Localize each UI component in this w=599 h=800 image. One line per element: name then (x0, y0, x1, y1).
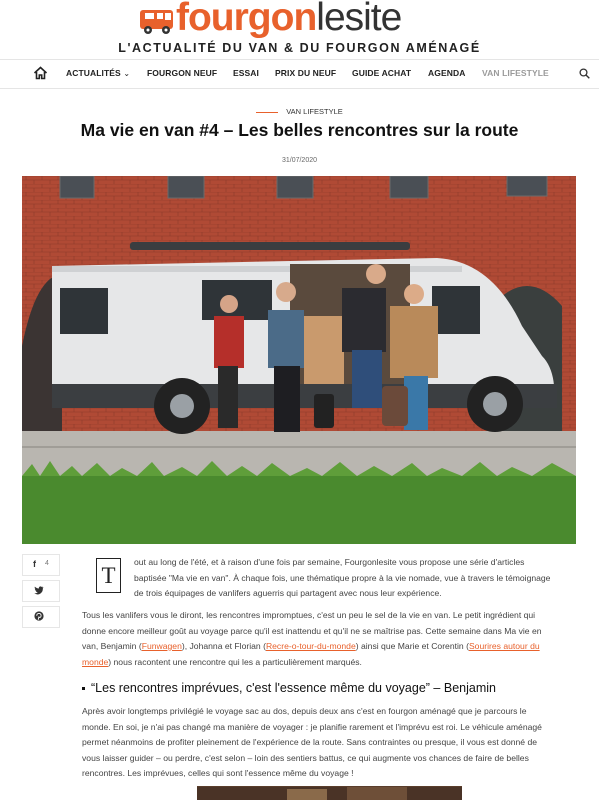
van-logo-icon[interactable] (137, 4, 175, 36)
heading-bullet (82, 687, 85, 690)
paragraph-line: Après avoir longtemps privilégié le voyage sac au dos, depuis deux ans c'est en fourgon aménagé que je parcours le (82, 706, 527, 716)
pinterest-icon (34, 611, 44, 621)
logo-part1: fourgon (176, 0, 317, 39)
site-header (0, 0, 599, 58)
dropcap: T (96, 558, 121, 593)
twitter-icon (34, 586, 44, 595)
text: ), Johanna et Florian ( (181, 641, 266, 651)
article-category[interactable] (0, 107, 599, 116)
home-icon[interactable] (33, 66, 48, 80)
nav-label: ACTUALITÉS (66, 68, 121, 78)
category-divider (256, 112, 278, 113)
paragraph-line (82, 639, 587, 655)
sourires-autour-du-monde-link[interactable]: monde (82, 656, 109, 667)
nav-item-van-lifestyle[interactable]: VAN LIFESTYLE (482, 68, 549, 78)
paragraph-line: vous laisser guider – ou perdre, c'est selon – loin des sentiers battus, ce qui augmente vos chances de faire de belles (82, 752, 529, 763)
paragraph-line: monde. En soi, je n'ai pas changé ma manière de voyager : je planifie rarement et l'imprévu est roi. Le véhicule aménagé (82, 721, 542, 732)
facebook-share-button[interactable] (22, 554, 60, 576)
intro-line: de trois équipages de vanlifers aguerris qui partagent avec nous leur expérience. (134, 588, 442, 598)
nav-item-fourgon-neuf[interactable]: FOURGON NEUF (147, 68, 218, 78)
article-image-graphic (197, 787, 462, 800)
paragraph-line: permet néanmoins de profiter pleinement de l'expérience de la route. Sans contraintes ou presque, il vous est donné de (82, 737, 538, 747)
search-icon[interactable] (579, 68, 590, 79)
article-date: 31/07/2020 (281, 157, 318, 164)
intro-line: out au long de l'été, et à raison d'une fois par semaine, Fourgonlesite vous propose une série d'articles (134, 557, 525, 567)
category-label: VAN LIFESTYLE (286, 107, 343, 116)
paragraph-line: donne encore meilleur goût au voyage parce qu'il est inattendu et qu'il ne se maîtrise pas. Cette semaine dans Ma vie en (82, 625, 542, 636)
main-nav (0, 59, 599, 89)
hero-image (22, 176, 576, 544)
nav-item-actualites[interactable] (66, 68, 130, 78)
nav-item-prix-du-neuf[interactable]: PRIX DU NEUF (275, 68, 337, 78)
text: ) ainsi que Marie et Corentin ( (355, 641, 469, 651)
funwagen-link[interactable]: Funwagen (141, 641, 182, 651)
intro-line: baptisée "Ma vie en van". À chaque fois, une thématique propre à la vie nomade, vue à travers le témoignage (134, 572, 551, 583)
sourires-autour-du-monde-link[interactable]: Sourires autour du (468, 641, 540, 651)
site-tagline: L'ACTUALITÉ DU VAN & DU FOURGON AMÉNAGÉ (118, 41, 481, 55)
pinterest-share-button[interactable] (22, 606, 60, 628)
twitter-share-button[interactable] (22, 580, 60, 602)
article-paragraph-3 (82, 704, 587, 782)
nav-item-agenda[interactable]: AGENDA (428, 68, 466, 78)
nav-item-guide-achat[interactable]: GUIDE ACHAT (352, 68, 412, 78)
heading-text: “Les rencontres imprévues, c'est l'essence même du voyage” – Benjamin (91, 681, 496, 695)
chevron-down-icon: ⌄ (123, 69, 131, 78)
paragraph-line: rencontres. Les imprévues, celles qui sont l'essence même du voyage ! (82, 768, 354, 778)
facebook-icon: f (33, 559, 36, 569)
article-title: Ma vie en van #4 – Les belles rencontres sur la route (80, 120, 519, 140)
article-image (197, 786, 462, 800)
site-logo[interactable] (176, 0, 401, 40)
text: ) nous racontent une rencontre qui les a particulièrement marqués. (108, 656, 362, 667)
article-paragraph-2 (82, 608, 587, 670)
logo-part2: lesite (316, 0, 402, 39)
article-intro (134, 555, 584, 602)
recre-o-tour-du-monde-link[interactable]: Recre-o-tour-du-monde (265, 641, 356, 651)
section-heading (82, 681, 496, 695)
text: van, Benjamin ( (82, 641, 142, 651)
facebook-share-count: 4 (45, 560, 49, 567)
paragraph-line: Tous les vanlifers vous le diront, les rencontres impromptues, c'est un peu le sel de la vie en van. Le petit ingrédient qui (82, 610, 536, 620)
nav-item-essai[interactable]: ESSAI (233, 68, 260, 78)
paragraph-line (82, 655, 587, 671)
